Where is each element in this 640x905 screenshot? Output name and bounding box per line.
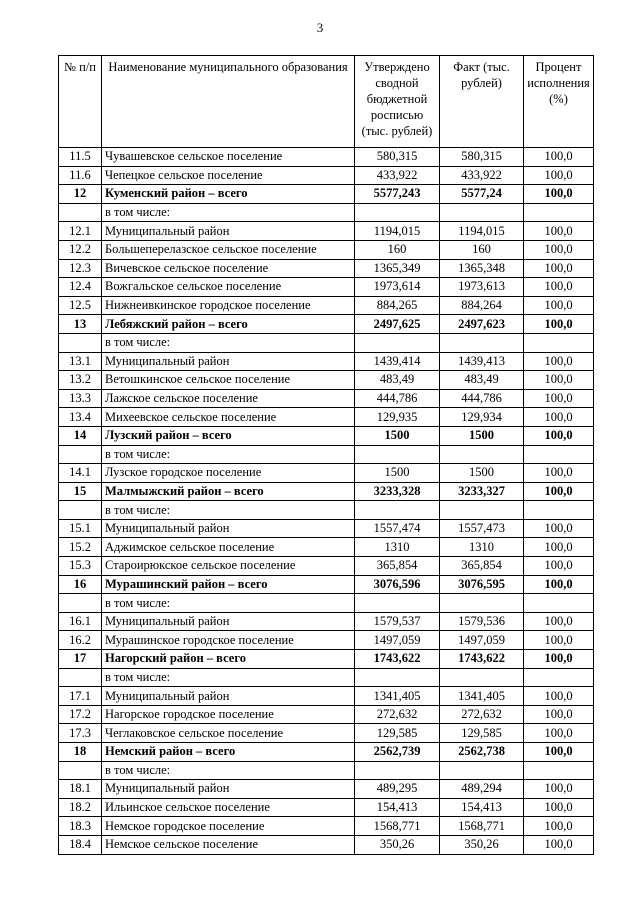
cell-num: 12.4 [59,278,102,297]
table-row [59,724,594,743]
cell-fact: 1497,059 [440,631,524,650]
cell-num: 18 [59,743,102,762]
cell-approved [355,333,440,352]
cell-num: 15.2 [59,538,102,557]
cell-approved: 1341,405 [355,687,440,706]
cell-name: Нижнеивкинское городское поселение [102,296,355,315]
cell-approved: 1568,771 [355,817,440,836]
cell-name: Немский район – всего [102,743,355,762]
cell-name: Нагорское городское поселение [102,705,355,724]
cell-percent: 100,0 [524,705,594,724]
cell-percent: 100,0 [524,352,594,371]
cell-approved: 2497,625 [355,315,440,334]
table-row-total [59,315,594,334]
cell-name: в том числе: [102,594,355,613]
table-row-total [59,650,594,669]
cell-fact: 3076,595 [440,575,524,594]
cell-percent [524,668,594,687]
cell-percent: 100,0 [524,222,594,241]
cell-fact: 129,585 [440,724,524,743]
cell-percent [524,594,594,613]
cell-num: 11.5 [59,148,102,167]
table-row-subheading [59,333,594,352]
cell-num: 18.2 [59,798,102,817]
table-row [59,798,594,817]
cell-approved [355,445,440,464]
table-row [59,278,594,297]
cell-percent: 100,0 [524,482,594,501]
table-row [59,687,594,706]
cell-fact: 5577,24 [440,185,524,204]
cell-percent: 100,0 [524,817,594,836]
cell-fact: 160 [440,240,524,259]
cell-percent: 100,0 [524,538,594,557]
cell-fact: 483,49 [440,371,524,390]
cell-num: 16 [59,575,102,594]
table-row-subheading [59,668,594,687]
cell-fact: 1500 [440,426,524,445]
cell-name: Лебяжский район – всего [102,315,355,334]
cell-approved: 272,632 [355,705,440,724]
cell-num: 15.1 [59,519,102,538]
cell-percent: 100,0 [524,148,594,167]
cell-percent: 100,0 [524,724,594,743]
cell-percent: 100,0 [524,389,594,408]
cell-name: Аджимское сельское поселение [102,538,355,557]
cell-approved: 1365,349 [355,259,440,278]
cell-fact [440,203,524,222]
cell-approved: 1557,474 [355,519,440,538]
cell-percent [524,333,594,352]
cell-name: в том числе: [102,203,355,222]
cell-name: в том числе: [102,445,355,464]
cell-percent [524,203,594,222]
table-row [59,389,594,408]
cell-num [59,668,102,687]
cell-percent: 100,0 [524,408,594,427]
cell-percent: 100,0 [524,296,594,315]
cell-name: Староирюкское сельское поселение [102,557,355,576]
cell-percent: 100,0 [524,743,594,762]
cell-approved: 483,49 [355,371,440,390]
cell-percent: 100,0 [524,259,594,278]
cell-fact [440,594,524,613]
cell-approved: 1500 [355,464,440,483]
cell-name: Ильинское сельское поселение [102,798,355,817]
cell-name: Лузский район – всего [102,426,355,445]
cell-num: 18.3 [59,817,102,836]
cell-approved [355,203,440,222]
cell-approved [355,668,440,687]
table-row [59,240,594,259]
table-row [59,296,594,315]
cell-percent: 100,0 [524,464,594,483]
cell-percent [524,445,594,464]
table-row-subheading [59,203,594,222]
table-row [59,148,594,167]
cell-approved: 5577,243 [355,185,440,204]
header-approved: Утверждено сводной бюджетной росписью (тыс. рублей) [355,56,440,148]
cell-approved: 3076,596 [355,575,440,594]
cell-approved [355,761,440,780]
cell-fact: 2562,738 [440,743,524,762]
cell-fact [440,501,524,520]
cell-fact: 1579,536 [440,612,524,631]
cell-approved: 1500 [355,426,440,445]
cell-approved: 1579,537 [355,612,440,631]
cell-fact [440,668,524,687]
cell-num: 15.3 [59,557,102,576]
table-row [59,464,594,483]
cell-fact [440,333,524,352]
cell-percent: 100,0 [524,798,594,817]
cell-percent: 100,0 [524,278,594,297]
cell-fact: 1568,771 [440,817,524,836]
cell-fact: 1439,413 [440,352,524,371]
cell-approved: 2562,739 [355,743,440,762]
cell-fact: 1194,015 [440,222,524,241]
cell-num [59,761,102,780]
table-row [59,352,594,371]
cell-fact: 1557,473 [440,519,524,538]
cell-fact: 154,413 [440,798,524,817]
cell-name: Мурашинский район – всего [102,575,355,594]
cell-name: Большеперелазское сельское поселение [102,240,355,259]
cell-name: Куменский район – всего [102,185,355,204]
cell-num [59,203,102,222]
cell-num: 14.1 [59,464,102,483]
cell-percent: 100,0 [524,780,594,799]
cell-approved: 350,26 [355,835,440,854]
cell-num: 11.6 [59,166,102,185]
cell-num: 12 [59,185,102,204]
cell-percent: 100,0 [524,426,594,445]
cell-name: Вожгальское сельское поселение [102,278,355,297]
cell-approved: 1310 [355,538,440,557]
cell-name: Михеевское сельское поселение [102,408,355,427]
cell-approved: 580,315 [355,148,440,167]
table-row-subheading [59,594,594,613]
table-row [59,780,594,799]
cell-name: в том числе: [102,668,355,687]
table-row-total [59,426,594,445]
cell-num [59,594,102,613]
cell-num: 12.1 [59,222,102,241]
cell-approved: 433,922 [355,166,440,185]
cell-num: 12.3 [59,259,102,278]
cell-fact: 1365,348 [440,259,524,278]
cell-percent: 100,0 [524,575,594,594]
cell-percent: 100,0 [524,315,594,334]
cell-num: 13.4 [59,408,102,427]
cell-num: 13.3 [59,389,102,408]
cell-name: Лажское сельское поселение [102,389,355,408]
table-row [59,631,594,650]
cell-percent: 100,0 [524,166,594,185]
table-row [59,222,594,241]
cell-approved: 3233,328 [355,482,440,501]
cell-num: 18.4 [59,835,102,854]
cell-num: 16.2 [59,631,102,650]
table-row-total [59,743,594,762]
cell-percent: 100,0 [524,631,594,650]
cell-approved: 365,854 [355,557,440,576]
cell-name: в том числе: [102,333,355,352]
cell-approved: 1497,059 [355,631,440,650]
cell-approved: 884,265 [355,296,440,315]
cell-fact: 3233,327 [440,482,524,501]
cell-fact: 580,315 [440,148,524,167]
cell-name: Чепецкое сельское поселение [102,166,355,185]
cell-name: Муниципальный район [102,780,355,799]
cell-num: 13 [59,315,102,334]
cell-name: Чеглаковское сельское поселение [102,724,355,743]
cell-num: 18.1 [59,780,102,799]
cell-fact: 129,934 [440,408,524,427]
cell-name: Муниципальный район [102,222,355,241]
table-row [59,259,594,278]
header-fact: Факт (тыс. рублей) [440,56,524,148]
cell-approved: 154,413 [355,798,440,817]
cell-name: Муниципальный район [102,352,355,371]
header-percent: Процент исполнения (%) [524,56,594,148]
table-row [59,519,594,538]
table-header-row [59,56,594,148]
cell-num: 17.2 [59,705,102,724]
cell-approved: 1194,015 [355,222,440,241]
page-number: 3 [316,20,324,35]
cell-num: 17.3 [59,724,102,743]
cell-approved: 1439,414 [355,352,440,371]
cell-percent: 100,0 [524,519,594,538]
cell-percent: 100,0 [524,687,594,706]
table-row-subheading [59,445,594,464]
header-num: № п/п [59,56,102,148]
cell-percent: 100,0 [524,612,594,631]
cell-approved [355,594,440,613]
cell-fact: 489,294 [440,780,524,799]
cell-percent: 100,0 [524,650,594,669]
cell-fact: 350,26 [440,835,524,854]
table-row-total [59,482,594,501]
cell-name: Немское городское поселение [102,817,355,836]
cell-fact: 2497,623 [440,315,524,334]
cell-fact [440,761,524,780]
cell-percent [524,761,594,780]
cell-fact: 1973,613 [440,278,524,297]
cell-fact: 1341,405 [440,687,524,706]
cell-approved: 1973,614 [355,278,440,297]
cell-num: 17.1 [59,687,102,706]
table-row [59,817,594,836]
cell-name: Муниципальный район [102,687,355,706]
table-row-subheading [59,761,594,780]
table-row [59,538,594,557]
cell-approved: 1743,622 [355,650,440,669]
cell-approved: 160 [355,240,440,259]
cell-fact: 884,264 [440,296,524,315]
cell-fact: 433,922 [440,166,524,185]
cell-name: Муниципальный район [102,612,355,631]
cell-approved: 129,935 [355,408,440,427]
cell-num: 14 [59,426,102,445]
table-row [59,835,594,854]
cell-approved [355,501,440,520]
table-row [59,408,594,427]
cell-percent: 100,0 [524,371,594,390]
cell-name: Вичевское сельское поселение [102,259,355,278]
cell-num: 13.1 [59,352,102,371]
cell-percent: 100,0 [524,185,594,204]
cell-name: Чувашевское сельское поселение [102,148,355,167]
cell-fact: 365,854 [440,557,524,576]
cell-num: 15 [59,482,102,501]
cell-fact [440,445,524,464]
table-row [59,371,594,390]
table-row-subheading [59,501,594,520]
cell-name: Мурашинское городское поселение [102,631,355,650]
cell-name: Муниципальный район [102,519,355,538]
cell-name: в том числе: [102,761,355,780]
cell-approved: 444,786 [355,389,440,408]
table-row [59,705,594,724]
cell-name: Немское сельское поселение [102,835,355,854]
cell-name: Малмыжский район – всего [102,482,355,501]
cell-approved: 489,295 [355,780,440,799]
cell-percent: 100,0 [524,240,594,259]
cell-num: 16.1 [59,612,102,631]
cell-num: 17 [59,650,102,669]
cell-fact: 272,632 [440,705,524,724]
table-body [59,148,594,855]
cell-fact: 1310 [440,538,524,557]
cell-percent: 100,0 [524,835,594,854]
header-name: Наименование муниципального образования [102,56,355,148]
table-row [59,166,594,185]
cell-num [59,501,102,520]
cell-name: Нагорский район – всего [102,650,355,669]
cell-num: 12.5 [59,296,102,315]
table-row [59,612,594,631]
cell-num [59,333,102,352]
cell-fact: 444,786 [440,389,524,408]
table-row-total [59,185,594,204]
table-row-total [59,575,594,594]
cell-name: в том числе: [102,501,355,520]
budget-execution-table [58,55,594,855]
cell-fact: 1500 [440,464,524,483]
cell-percent [524,501,594,520]
cell-fact: 1743,622 [440,650,524,669]
cell-num: 12.2 [59,240,102,259]
cell-percent: 100,0 [524,557,594,576]
cell-approved: 129,585 [355,724,440,743]
table-row [59,557,594,576]
cell-name: Лузское городское поселение [102,464,355,483]
cell-num [59,445,102,464]
cell-num: 13.2 [59,371,102,390]
cell-name: Ветошкинское сельское поселение [102,371,355,390]
